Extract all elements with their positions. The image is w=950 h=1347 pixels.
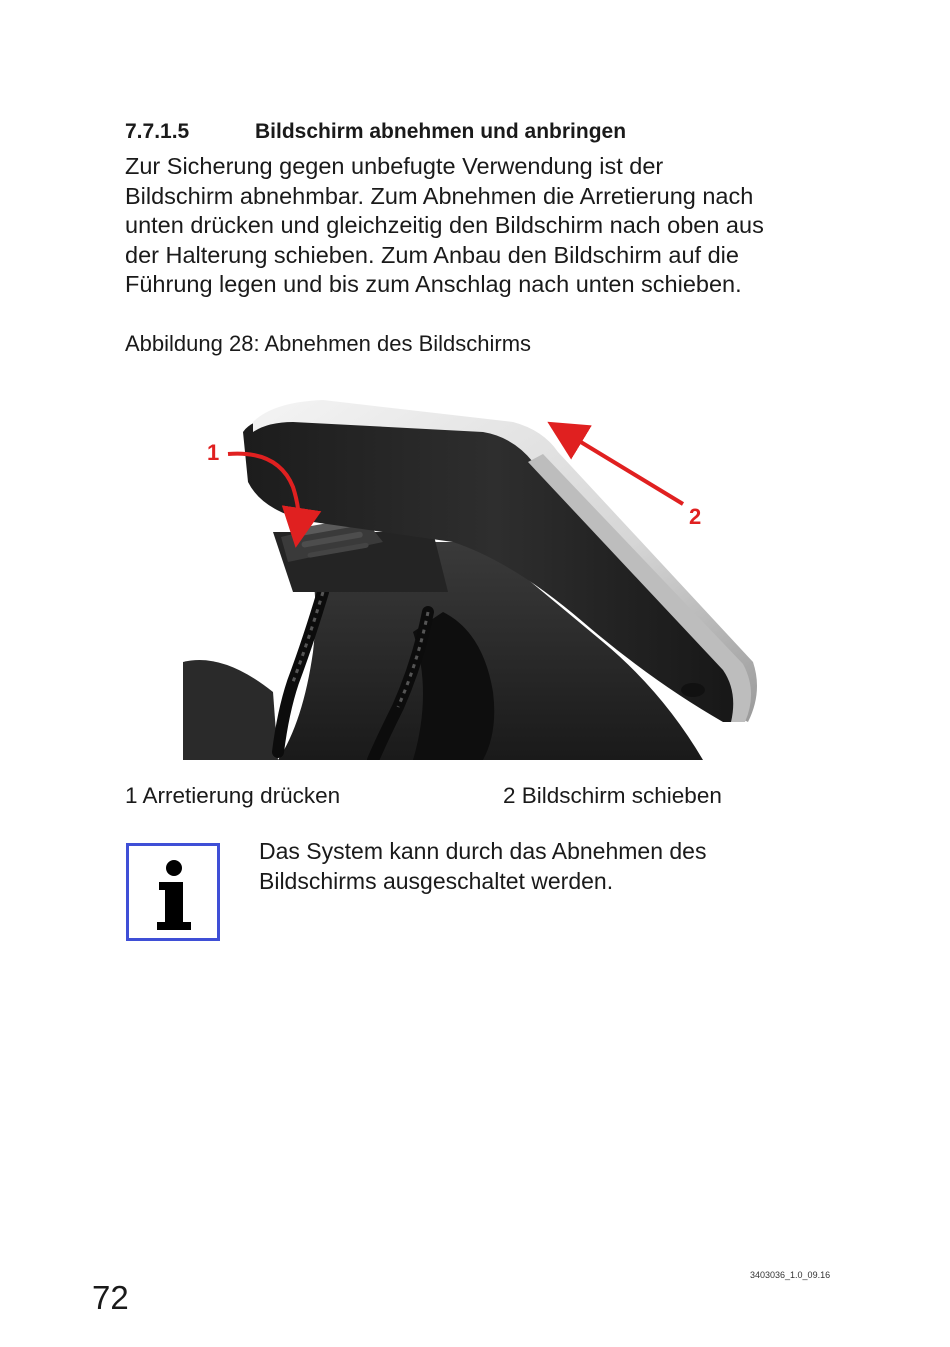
info-line: Bildschirms ausgeschaltet werden. — [259, 868, 614, 894]
body-line: unten drücken und gleichzeitig den Bildschirm nach oben aus — [125, 212, 764, 238]
figure-illustration — [183, 392, 773, 760]
figure-caption: Abbildung 28: Abnehmen des Bildschirms — [125, 331, 532, 356]
legend-item-2: 2 Bildschirm schieben — [503, 783, 722, 808]
info-note — [259, 836, 819, 896]
body-line: der Halterung schieben. Zum Anbau den Bildschirm auf die — [125, 241, 739, 268]
body-line: Führung legen und bis zum Anschlag nach unten schieben. — [125, 271, 742, 297]
screw-hole — [681, 683, 705, 697]
callout-1-label: 1 — [207, 440, 220, 465]
info-icon — [126, 843, 220, 941]
document-code: 3403036_1.0_09.16 — [750, 1270, 831, 1280]
section-number: 7.7.1.5 — [125, 120, 190, 143]
page-number: 72 — [92, 1279, 129, 1316]
body-line: Zur Sicherung gegen unbefugte Verwendung ist der — [125, 153, 664, 179]
legend-item-1: 1 Arretierung drücken — [125, 783, 341, 808]
callout-2-label: 2 — [689, 504, 702, 529]
body-paragraph — [125, 152, 865, 300]
info-line: Das System kann durch das Abnehmen des — [259, 838, 707, 864]
section-heading — [125, 120, 626, 144]
body-line: Bildschirm abnehmbar. Zum Abnehmen die Arretierung nach — [125, 182, 754, 209]
section-title: Bildschirm abnehmen und anbringen — [255, 120, 627, 143]
display-removal-figure — [183, 392, 773, 760]
